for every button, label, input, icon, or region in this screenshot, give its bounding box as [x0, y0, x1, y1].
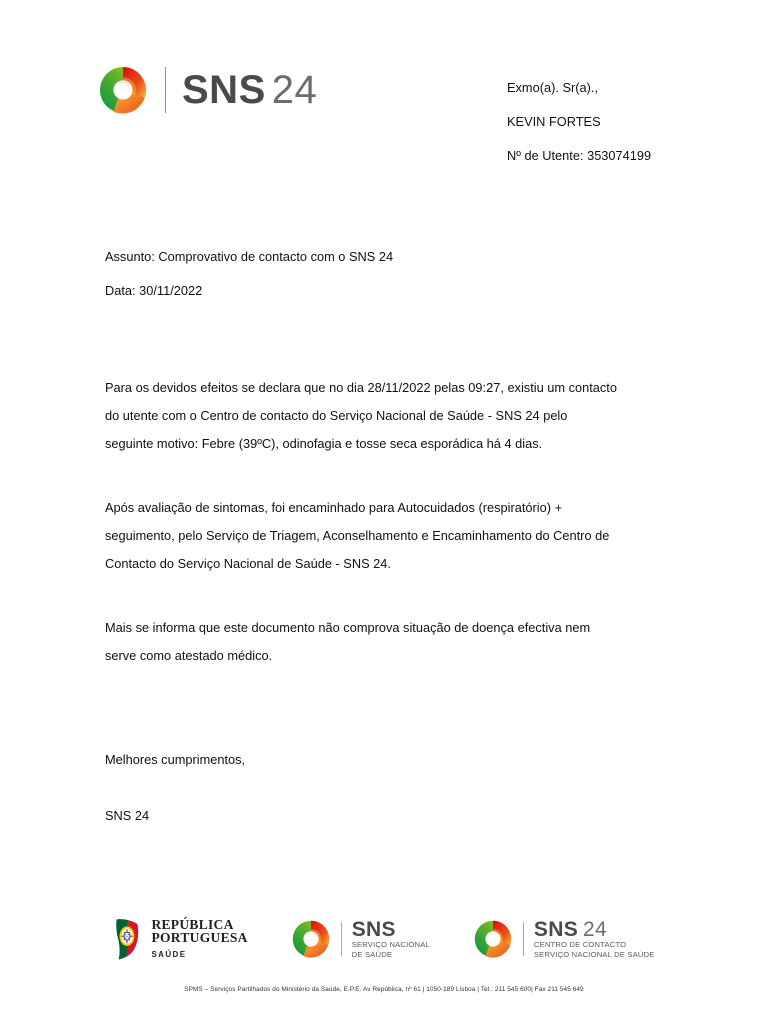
sns-swirl-logo-icon: [292, 920, 330, 958]
sns-swirl-logo-icon: [474, 920, 512, 958]
sns-footer-text: [352, 919, 430, 959]
sns24-footer-text: [534, 919, 655, 959]
addressee-salutation: Exmo(a). Sr(a).,: [507, 80, 599, 95]
paragraph-line: Mais se informa que este documento não comprova situação de doença efectiva nem: [105, 620, 591, 635]
republica-line-2: PORTUGUESA: [151, 930, 248, 945]
sns24-footer-word: [534, 918, 607, 941]
footer-address-line: SPMS – Serviços Partilhados do Ministério da Saúde, E.P.E. Av República, nº 61 | 1050-189 Lisboa | Tel.: 211 545 600| Fax 211 545 649: [184, 986, 584, 993]
brand-word-secondary: 24: [271, 68, 318, 112]
brand-word-primary: SNS: [182, 68, 266, 112]
addressee-user-number: Nº de Utente: 353074199: [507, 148, 652, 163]
paragraph-line: Após avaliação de sintomas, foi encaminhado para Autocuidados (respiratório) +: [105, 500, 563, 515]
paragraph-line: seguimento, pelo Serviço de Triagem, Aconselhamento e Encaminhamento do Centro de: [105, 528, 610, 543]
republica-portuguesa-logo: [113, 917, 247, 961]
paragraph-line: serve como atestado médico.: [105, 648, 273, 663]
republica-portuguesa-text: [151, 918, 247, 961]
portugal-coat-of-arms-icon: [113, 917, 141, 961]
body-paragraph-1: [105, 374, 671, 458]
paragraph-line: Contacto do Serviço Nacional de Saúde - SNS 24.: [105, 556, 391, 571]
sns-footer-logo: [292, 919, 430, 959]
addressee-block: [507, 71, 651, 173]
sns-footer-word: SNS: [351, 918, 396, 942]
footer-logo-row: [0, 903, 768, 975]
brand-divider: [165, 67, 166, 113]
republica-subtitle: SAÚDE: [151, 949, 187, 959]
republica-title: [151, 918, 247, 945]
date-line: Data: 30/11/2022: [105, 283, 203, 298]
header-brand: [99, 60, 317, 120]
sns-sub-line-1: SERVIÇO NACIONAL: [351, 940, 430, 950]
paragraph-line: do utente com o Centro de contacto do Serviço Nacional de Saúde - SNS 24 pelo: [105, 408, 568, 423]
paragraph-line: SNS 24: [105, 808, 150, 823]
body-paragraph-3: [105, 614, 671, 670]
paragraph-line: seguinte motivo: Febre (39ºC), odinofagia e tosse seca esporádica há 4 dias.: [105, 436, 543, 451]
subject-block: [105, 240, 393, 308]
sns24-footer-logo: [474, 919, 655, 959]
sns-sub-line-2: DE SAÚDE: [351, 949, 393, 959]
brand-wordmark: [182, 70, 317, 110]
sns24-word-primary: SNS: [533, 918, 579, 942]
republica-line-1: REPÚBLICA: [151, 916, 234, 932]
sns24-sub-line-2: SERVIÇO NACIONAL DE SAÚDE: [533, 949, 655, 959]
sns24-footer-divider: [523, 922, 524, 956]
sns24-word-number: 24: [583, 918, 607, 942]
document-footer: [0, 903, 768, 975]
letter-body: [105, 374, 671, 830]
paragraph-line: Para os devidos efeitos se declara que no dia 28/11/2022 pelas 09:27, existiu um contacto: [105, 380, 617, 395]
sns-swirl-logo-icon: [99, 66, 147, 114]
closing-line: [105, 746, 671, 774]
sns-footer-divider: [341, 922, 342, 956]
signature-line: [105, 802, 671, 830]
sns24-sub-line-1: CENTRO DE CONTACTO: [533, 940, 627, 950]
sns-footer-subtitle: [352, 940, 430, 959]
sns24-footer-subtitle: [534, 940, 655, 959]
body-paragraph-2: [105, 494, 671, 578]
addressee-name: KEVIN FORTES: [507, 114, 601, 129]
paragraph-line: Melhores cumprimentos,: [105, 752, 246, 767]
subject-line: Assunto: Comprovativo de contacto com o SNS 24: [105, 249, 394, 264]
